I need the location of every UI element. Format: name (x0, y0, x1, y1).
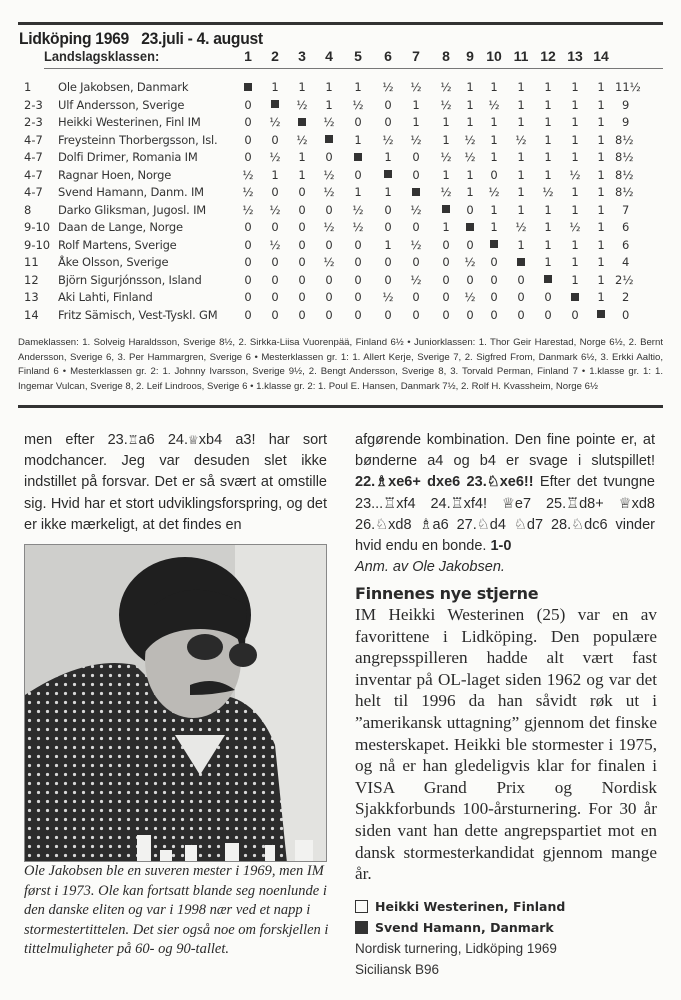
result-cell: 0 (490, 272, 498, 287)
result-cell: 0 (244, 237, 252, 252)
rank: 9-10 (24, 237, 51, 252)
player-name: Ragnar Hoen, Norge (58, 167, 172, 182)
header-rule (44, 68, 663, 69)
result-cell: 0 (412, 167, 420, 182)
result-cell: 1 (544, 220, 552, 234)
table-row (0, 168, 681, 185)
result-cell: 0 (544, 307, 552, 322)
player-name: Dolfi Drimer, Romania IM (58, 150, 198, 164)
result-cell: 1 (490, 220, 498, 234)
result-cell: ½ (410, 132, 422, 147)
result-cell: 0 (244, 97, 252, 112)
result-cell: 0 (412, 255, 420, 269)
result-cell: 1 (354, 80, 362, 94)
result-cell: ½ (269, 150, 281, 164)
total-score: 11½ (615, 80, 641, 94)
column-number: 2 (271, 48, 279, 64)
diagonal-square-icon (347, 150, 369, 164)
result-cell: 1 (544, 237, 552, 252)
result-cell: 0 (271, 132, 279, 147)
player-name: Freysteinn Thorbergsson, Isl. (58, 132, 218, 147)
result-cell: 0 (298, 272, 306, 287)
game-info (355, 938, 557, 980)
result-cell: 0 (298, 237, 306, 252)
white-player: Heikki Westerinen, Finland (355, 896, 565, 917)
table-row (0, 308, 681, 325)
result-cell: 1 (571, 237, 579, 252)
result-cell: 0 (384, 307, 392, 322)
result-cell: 0 (384, 255, 392, 269)
result-cell: ½ (323, 167, 335, 182)
result-cell: 0 (244, 272, 252, 287)
result-cell: 0 (354, 255, 362, 269)
result-cell: ½ (352, 202, 364, 217)
total-score: 6 (622, 237, 630, 252)
diagonal-square-icon (435, 203, 457, 217)
total-score: 8½ (615, 132, 634, 147)
result-cell: ½ (382, 132, 394, 147)
diagonal-square-icon (377, 168, 399, 182)
bottom-rule (18, 405, 663, 408)
result-cell: 1 (466, 185, 474, 199)
result-cell: 1 (442, 132, 450, 147)
result-cell: ½ (464, 132, 476, 147)
result-cell: ½ (410, 80, 422, 94)
result-cell: 1 (517, 185, 525, 199)
result-cell: 0 (466, 202, 474, 217)
rank: 9-10 (24, 220, 51, 234)
result-cell: 0 (354, 237, 362, 252)
result-cell: 0 (354, 115, 362, 129)
result-cell: 1 (490, 132, 498, 147)
result-cell: ½ (269, 202, 281, 217)
result-cell: 1 (544, 80, 552, 94)
table-row (0, 238, 681, 255)
result-cell: 1 (466, 80, 474, 94)
queen-icon: ♕ (188, 433, 199, 447)
result-cell: 0 (354, 307, 362, 322)
left-column-text: men efter 23.♖a6 24.♕xb4 a3! har sort modchancer. Jeg var desuden slet ikke indstillet på forsvar. Det er så svært at omstille sig. Hvid har et stort udviklingsforspring, og det er ikke mærkeligt, at det findes en (24, 432, 328, 533)
table-row (0, 150, 681, 167)
result-cell: 0 (442, 290, 450, 304)
diagonal-square-icon (264, 98, 286, 112)
result-cell: 1 (571, 132, 579, 147)
result-cell: 0 (490, 255, 498, 269)
result-cell: 0 (466, 237, 474, 252)
result-cell: ½ (242, 167, 254, 182)
result-cell: 0 (442, 272, 450, 287)
result-cell: 1 (517, 115, 525, 129)
result-cell: 1 (517, 80, 525, 94)
result-cell: 1 (298, 80, 306, 94)
total-score: 2½ (615, 272, 634, 287)
result-cell: 0 (325, 237, 333, 252)
column-number: 10 (486, 48, 502, 64)
result-cell: 0 (244, 132, 252, 147)
result-cell: 1 (597, 237, 605, 252)
result-cell: ½ (296, 97, 308, 112)
rank: 4-7 (24, 150, 43, 164)
result-cell: 1 (571, 202, 579, 217)
result-cell: ½ (323, 255, 335, 269)
result-cell: 1 (490, 115, 498, 129)
result-cell: 0 (271, 220, 279, 234)
result-cell: 0 (325, 272, 333, 287)
result-cell: 0 (517, 272, 525, 287)
result-cell: ½ (352, 97, 364, 112)
result-cell: 1 (490, 150, 498, 164)
section-title: Finnenes nye stjerne (355, 584, 539, 603)
player-name: Åke Olsson, Sverige (58, 255, 169, 269)
key-moves: 22.♗xe6+ dxe6 23.♘xe6!! (355, 474, 534, 491)
result-cell: 1 (442, 115, 450, 129)
result-cell: 0 (384, 97, 392, 112)
result-cell: ½ (323, 115, 335, 129)
result-cell: ½ (410, 237, 422, 252)
result-cell: 1 (271, 80, 279, 94)
result-cell: 0 (442, 237, 450, 252)
result-cell: 1 (442, 220, 450, 234)
result-cell: 1 (571, 272, 579, 287)
result-cell: ½ (488, 185, 500, 199)
result-cell: ½ (382, 290, 394, 304)
game-opening: Siciliansk B96 (355, 962, 440, 977)
column-number: 4 (325, 48, 333, 64)
result-cell: ½ (569, 220, 581, 234)
result-cell: 0 (384, 220, 392, 234)
result-cell: 1 (571, 80, 579, 94)
table-row (0, 80, 681, 97)
result-cell: ½ (440, 80, 452, 94)
result-cell: 1 (412, 97, 420, 112)
result-cell: 1 (384, 150, 392, 164)
result-cell: 0 (271, 185, 279, 199)
result-cell: 0 (442, 307, 450, 322)
column-number: 7 (412, 48, 420, 64)
diagonal-square-icon (483, 238, 505, 252)
result-cell: ½ (382, 80, 394, 94)
result-cell: ½ (440, 185, 452, 199)
total-score: 4 (622, 255, 630, 269)
rook-icon: ♖ (127, 433, 139, 447)
result-cell: 1 (597, 150, 605, 164)
result-cell: 0 (325, 307, 333, 322)
result-cell: ½ (296, 132, 308, 147)
result-cell: 0 (412, 307, 420, 322)
top-rule (18, 22, 663, 25)
result-cell: 1 (597, 80, 605, 94)
rank: 14 (24, 307, 39, 322)
result-cell: 0 (298, 202, 306, 217)
player-name: Fritz Sämisch, Vest-Tyskl. GM (58, 307, 218, 322)
photo-caption: Ole Jakobsen ble en suveren mester i 1969, men IM først i 1973. Ole kan fortsatt blande seg noenlunde i den danske eliten og var i 1998 nær ved et napp i stormestertittelen. Det sier også noe om forskjellen i tittelmuligheter på 60- og 90-tallet. (24, 863, 329, 958)
result-cell: 0 (490, 290, 498, 304)
rank: 4-7 (24, 185, 43, 199)
result-cell: ½ (440, 150, 452, 164)
column-number: 9 (466, 48, 474, 64)
total-score: 8½ (615, 167, 634, 182)
result-cell: 1 (466, 115, 474, 129)
right-column-text (355, 430, 655, 578)
result-cell: 1 (325, 97, 333, 112)
result-cell: 1 (384, 185, 392, 199)
rank: 8 (24, 202, 32, 217)
result-cell: ½ (242, 202, 254, 217)
result-cell: 1 (517, 202, 525, 217)
player-name: Rolf Martens, Sverige (58, 237, 177, 252)
table-row (0, 290, 681, 307)
result-cell: 0 (325, 290, 333, 304)
diagonal-square-icon (510, 255, 532, 269)
result-cell: 1 (325, 80, 333, 94)
result-cell: 1 (571, 185, 579, 199)
result-cell: 1 (597, 115, 605, 129)
result-cell: 0 (244, 115, 252, 129)
player-name: Ole Jakobsen, Danmark (58, 80, 189, 94)
game-players (355, 896, 565, 938)
table-row (0, 273, 681, 290)
result-cell: 0 (466, 307, 474, 322)
rank: 12 (24, 272, 39, 287)
result-cell: 0 (271, 255, 279, 269)
total-score: 8½ (615, 185, 634, 199)
result-cell: 1 (298, 150, 306, 164)
result-cell: 0 (412, 290, 420, 304)
result-cell: 0 (325, 150, 333, 164)
player-name: Aki Lahti, Finland (58, 290, 153, 304)
result-cell: 0 (271, 290, 279, 304)
result-cell: ½ (464, 255, 476, 269)
total-score: 9 (622, 97, 630, 112)
section-body: IM Heikki Westerinen (25) var en av favorittene i Lidköping. Den populære angrepsspilleren hadde alt vært fast inventar på OL-laget siden 1962 og var det helt til 1996 da han såvidt røk ut i ”amerikansk uttagning” gjennom det finske mesterskapet. Heikki ble stormester i 1975, og nå er han gledeligvis klar for finalen i VISA Grand Prix og Nordisk Sjakkforbunds 100-årsturnering. For 30 år siden vant han dette angrepspartiet mot en dansk stormesterkandidat gjennom mange år. (355, 605, 657, 884)
table-row (0, 133, 681, 150)
result-cell: 0 (298, 220, 306, 234)
result-cell: 0 (271, 307, 279, 322)
result-cell: 1 (490, 202, 498, 217)
result-cell: 0 (244, 150, 252, 164)
result-cell: 1 (544, 167, 552, 182)
result-cell: 1 (490, 80, 498, 94)
section-label: Landslagsklassen: (44, 48, 160, 64)
table-row (0, 98, 681, 115)
column-number: 6 (384, 48, 392, 64)
result-cell: 1 (354, 132, 362, 147)
result-cell: 0 (571, 307, 579, 322)
player-name: Daan de Lange, Norge (58, 220, 183, 234)
total-score: 8½ (615, 150, 634, 164)
result-cell: 0 (412, 150, 420, 164)
result-cell: 0 (354, 290, 362, 304)
result-cell: 1 (571, 255, 579, 269)
result-cell: 0 (354, 167, 362, 182)
result-cell: 1 (597, 167, 605, 182)
result-cell: 0 (244, 220, 252, 234)
rank: 4-7 (24, 132, 43, 147)
rank: 2-3 (24, 115, 43, 129)
rank: 4-7 (24, 167, 43, 182)
result-cell: ½ (542, 185, 554, 199)
rank: 1 (24, 80, 32, 94)
black-player: Svend Hamann, Danmark (355, 917, 565, 938)
result-cell: 0 (384, 272, 392, 287)
column-number: 5 (354, 48, 362, 64)
result-cell: 1 (544, 150, 552, 164)
result-cell: 0 (490, 167, 498, 182)
diagonal-square-icon (237, 80, 259, 94)
result-cell: 1 (571, 115, 579, 129)
result-cell: 1 (354, 185, 362, 199)
column-number: 11 (513, 48, 529, 64)
annotation-paragraph: afgørende kombination. Den fine pointe er, at bønderne a4 og b4 er svage i slutspillet! 22.♗xe6+ dxe6 23.♘xe6!! Efter det tvungne 23...♖xf4 24.♖xf4! ♕e7 25.♖d8+ ♕xd8 26.♘xd8 ♗a6 27.♘d4 ♘d7 28.♘dc6 vinder hvid endu en bonde. 1-0 (355, 432, 655, 555)
result-cell: 0 (490, 307, 498, 322)
result-cell: 1 (517, 237, 525, 252)
result-cell: 1 (597, 97, 605, 112)
result-cell: ½ (515, 132, 527, 147)
rank: 11 (24, 255, 39, 269)
diagonal-square-icon (318, 133, 340, 147)
result-cell: 1 (271, 167, 279, 182)
result-cell: 0 (271, 272, 279, 287)
column-number: 8 (442, 48, 450, 64)
result-cell: ½ (242, 185, 254, 199)
result-cell: ½ (410, 272, 422, 287)
result-cell: 1 (544, 115, 552, 129)
total-score: 2 (622, 290, 630, 304)
table-row (0, 115, 681, 132)
game-event: Nordisk turnering, Lidköping 1969 (355, 941, 557, 956)
diagonal-square-icon (564, 290, 586, 304)
result-cell: 0 (298, 255, 306, 269)
result-cell: 0 (325, 202, 333, 217)
column-number: 1 (244, 48, 252, 64)
result-cell: 1 (597, 202, 605, 217)
table-row (0, 255, 681, 272)
result-cell: 1 (597, 220, 605, 234)
annotator: Anm. av Ole Jakobsen. (355, 559, 505, 576)
column-number: 13 (567, 48, 583, 64)
result-cell: ½ (410, 202, 422, 217)
black-square-icon (355, 921, 368, 934)
result-cell: 0 (384, 115, 392, 129)
result-cell: 1 (412, 115, 420, 129)
result-cell: 0 (544, 290, 552, 304)
result-cell: 0 (384, 202, 392, 217)
result-cell: ½ (464, 290, 476, 304)
result-cell: ½ (488, 97, 500, 112)
result-cell: 1 (384, 237, 392, 252)
table-row (0, 185, 681, 202)
result-cell: 1 (597, 255, 605, 269)
result-cell: 1 (544, 97, 552, 112)
result-cell: ½ (323, 220, 335, 234)
result-cell: ½ (269, 237, 281, 252)
result-cell: 0 (412, 220, 420, 234)
result-cell: 1 (517, 150, 525, 164)
result-cell: ½ (464, 150, 476, 164)
column-number: 3 (298, 48, 306, 64)
player-name: Heikki Westerinen, Finl IM (58, 115, 201, 129)
total-score: 7 (622, 202, 630, 217)
total-score: 9 (622, 115, 630, 129)
result-cell: 0 (298, 185, 306, 199)
result-cell: 1 (597, 132, 605, 147)
result-cell: 1 (597, 272, 605, 287)
result-cell: 1 (597, 185, 605, 199)
result-cell: 1 (571, 97, 579, 112)
player-name: Björn Sigurjónsson, Island (58, 272, 202, 287)
result-cell: 1 (298, 167, 306, 182)
diagonal-square-icon (291, 115, 313, 129)
result-cell: ½ (515, 220, 527, 234)
result-cell: 1 (442, 167, 450, 182)
result-cell: 0 (466, 272, 474, 287)
result-cell: 1 (466, 97, 474, 112)
total-score: 0 (622, 307, 630, 322)
result-cell: 0 (354, 272, 362, 287)
rank: 2-3 (24, 97, 43, 112)
result-cell: 0 (298, 290, 306, 304)
result-cell: 0 (517, 307, 525, 322)
result-cell: 0 (244, 290, 252, 304)
page-title: Lidköping 1969 23.juli - 4. august (19, 29, 263, 48)
result-cell: 1 (466, 167, 474, 182)
result-cell: 1 (544, 132, 552, 147)
result-cell: 1 (517, 97, 525, 112)
diagonal-square-icon (405, 185, 427, 199)
column-number: 14 (593, 48, 609, 64)
result-cell: ½ (440, 97, 452, 112)
result-cell: 1 (544, 202, 552, 217)
result-cell: ½ (323, 185, 335, 199)
result-cell: 0 (244, 307, 252, 322)
result-cell: ½ (352, 220, 364, 234)
result-cell: ½ (569, 167, 581, 182)
table-row (0, 220, 681, 237)
player-name: Svend Hamann, Danm. IM (58, 185, 204, 199)
player-name: Ulf Andersson, Sverige (58, 97, 185, 112)
column-number: 12 (540, 48, 556, 64)
result-cell: ½ (269, 115, 281, 129)
result-cell: 1 (517, 167, 525, 182)
player-name: Darko Gliksman, Jugosl. IM (58, 202, 207, 217)
other-classes-results: Dameklassen: 1. Solveig Haraldsson, Sverige 8½, 2. Sirkka-Liisa Vuorenpää, Finland 6½ • Juniorklassen: 1. Thor Geir Harestad, Norge 6½, 2. Bernt Andersson, Sverige 6, 3. Per Hammargren, Sverige 6 • Mesterklassen gr. 1: 1. Allert Kerje, Sverige 7, 2. Sigfred From, Danmark 6½, 3. Erkki Aaltio, Finland 6 • Mesterklassen gr. 2: 1. Johnny Ivarsson, Sverige 9½, 2. Bengt Andersson, Sverige 8, 3. Torvald Perman, Finland 7 • 1.klasse gr. 1: 1. Ingemar Vulcan, Sverige 8, 2. Leif Lindroos, Sverige 6 • 1.klasse gr. 2: 1. Poul E. Hansen, Danmark 7½, 2. Rolf H. Kvassheim, Norge 6½ (18, 337, 663, 392)
player-photo (24, 544, 327, 862)
result-cell: 0 (244, 255, 252, 269)
diagonal-square-icon (459, 220, 481, 234)
result-cell: 0 (517, 290, 525, 304)
game-result: 1-0 (490, 538, 512, 555)
result-cell: 1 (544, 255, 552, 269)
result-cell: 0 (442, 255, 450, 269)
table-row (0, 203, 681, 220)
rank: 13 (24, 290, 39, 304)
diagonal-square-icon (537, 273, 559, 287)
total-score: 6 (622, 220, 630, 234)
white-square-icon (355, 900, 368, 913)
result-cell: 1 (571, 150, 579, 164)
diagonal-square-icon (590, 308, 612, 322)
result-cell: 1 (597, 290, 605, 304)
result-cell: 0 (298, 307, 306, 322)
